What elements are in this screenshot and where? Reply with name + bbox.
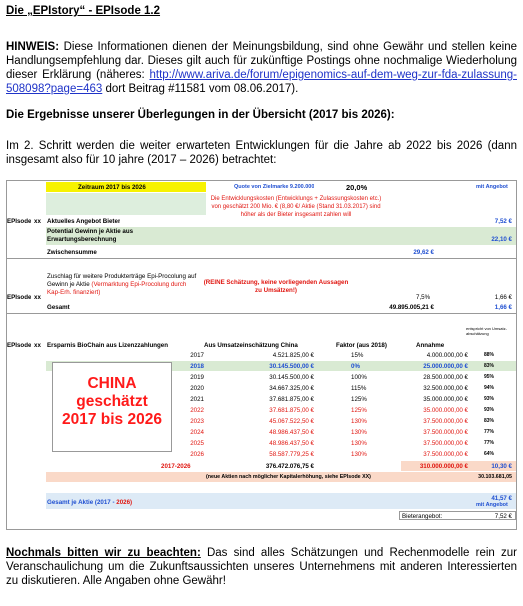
zwischensumme-label: Zwischensumme (47, 249, 97, 256)
bieterangebot-label: Bieterangebot: (402, 513, 443, 520)
row-pct: 88% (484, 352, 495, 358)
total-label: 2017-2026 (161, 463, 191, 470)
zuschlag-text: Zuschlag für weitere Produkterträge Epi-Procolung auf Gewinn je Aktie (Vermarktung Epi-Procolung durch Kap-Erh. finanziert) (47, 273, 197, 296)
china-line2: geschätzt (76, 393, 148, 410)
row-pct: 77% (484, 429, 495, 435)
page-title: Die „EPIstory“ - EPIsode 1.2 (6, 5, 161, 17)
total-value: 10,30 € (491, 463, 512, 470)
ersparnis-label: Ersparnis BioChain aus Lizenzzahlungen (47, 342, 169, 349)
row-year: 2021 (190, 396, 204, 403)
row-year: 2024 (190, 429, 204, 436)
mit-angebot-2: mit Angebot (476, 502, 508, 508)
row-year: 2018 (190, 363, 204, 370)
china-line3: 2017 bis 2026 (62, 411, 162, 428)
row-umsatz: 48.986.437,50 € (269, 429, 314, 436)
entwicklungskosten-note: Die Entwicklungskosten (Entwicklungs + Zulassungskosten etc.) von geschätzt 200 Mio. € (8,80 €/ Aktie (Stand 31.03.2017) sind höher als der Bieter insgesamt zahlen will (210, 196, 382, 218)
row-annahme: 25.000.000,00 € (423, 363, 468, 370)
row-faktor: 130% (351, 418, 367, 425)
row-annahme: 32.500.000,00 € (423, 385, 468, 392)
disclaimer-paragraph (6, 40, 517, 96)
col-umsatz-header: Aus Umsatzeinschätzung China (204, 342, 298, 349)
results-table: Zeitraum 2017 bis 2026 Quote von Zielmarke 9.200.000 20,0% mit Angebot Die Entwicklungskosten (Entwicklungs + Zulassungskosten etc.) von geschätzt 200 Mio. € (8,80 €/ Aktie (Stand 31.03.2017) sind höher als der Bieter insgesamt zahlen will EPIsode xx Aktuelles Angebot Bieter 7,52 € Potential Gewinn je Aktie aus Erwartungsberechnung 22,10 € Zwischensumme 29,62 € Zuschlag für weitere Produkterträge Epi-Procolung auf Gewinn je Aktie (Vermarktung Epi-Procolung durch Kap-Erh. finanziert) (REINE Schätzung, keine vorliegenden Aussagen zu Umsätzen!) EPIsode xx 7,5% 1,66 € Gesamt 49.895.005,21 € 1,66 € EPIsode xx Ersparnis BioChain aus Lizenzzahlungen Aus Umsatzeinschätzung China Faktor (aus 2018) Annahme entspricht von Umsatz-abschätzung 2017 4.521.825,00 € 15% 4.000.000,00 € 88% 2018 30.145.500,00 € 0% 25.000.000,00 € 83% 2019 30.145.500,00 € 100% 28.500.000,00 € 95% 2020 34.667.325,00 € 115% 32.500.000,00 € 94% 2021 37.681.875,00 € 125% 35.000.000,00 € 93% 2022 37.681.875,00 € 125% 35.000.000,00 € 93% 2023 45.067.522,50 € 130% 37.500.000,00 € 83% 2024 48.986.437,50 € 130% 37.500.000,00 € 77% 2025 48.986.437,50 € 130% 37.500.000,00 € 77% 2026 58.587.779,25 € 130% 37.500.000,00 € 64% CHINA geschätzt 2017 bis 2026 2017-2026 376.472.076,75 € 310.000.000,00 € 10,30 € (neue Aktien nach möglicher Kapitalerhöhung, siehe EPIsode XX) 30.103.681,05 Gesamt je Aktie (2017 - 2026) 41,57 € mit Angebot Bieterangebot: 7,52 € (6, 180, 517, 530)
quote-value: 20,0% (346, 184, 368, 191)
row-annahme: 37.500.000,00 € (423, 418, 468, 425)
row-faktor: 125% (351, 407, 367, 414)
row-umsatz: 45.067.522,50 € (269, 418, 314, 425)
total-annahme: 310.000.000,00 € (419, 463, 468, 470)
disclaimer-text: Diese Informationen dienen der Meinungsbildung, sind ohne Gewähr und stellen keine Handlungsempfehlung dar. Dieses gilt auch für zukünftige Postings ohne nochmalige Wiederholung dieser Erklärung (näheres: (6, 41, 517, 81)
row-umsatz: 30.145.500,00 € (269, 374, 314, 381)
china-line1: CHINA (87, 375, 137, 392)
row-umsatz: 48.986.437,50 € (269, 440, 314, 447)
neue-aktien-value: 30.103.681,05 (478, 474, 512, 480)
section-heading: Die Ergebnisse unserer Überlegungen in der Übersicht (2017 bis 2026): (6, 109, 395, 121)
row-faktor: 130% (351, 440, 367, 447)
row-year: 2019 (190, 374, 204, 381)
row-faktor: 130% (351, 429, 367, 436)
angebot-bieter-value: 7,52 € (494, 218, 512, 225)
row-umsatz: 58.587.779,25 € (269, 451, 314, 458)
gesamt-sum: 49.895.005,21 € (389, 304, 434, 311)
row-pct: 93% (484, 396, 495, 402)
row-annahme: 28.500.000,00 € (423, 374, 468, 381)
row-pct: 95% (484, 374, 495, 380)
col-ratio-header: entspricht von Umsatz-abschätzung (466, 326, 507, 336)
zeitraum-label: Zeitraum 2017 bis 2026 (78, 184, 146, 191)
neue-aktien-note: (neue Aktien nach möglicher Kapitalerhöhung, siehe EPIsode XX) (206, 474, 371, 480)
row-faktor: 125% (351, 396, 367, 403)
disclaimer-lead: HINWEIS: (6, 41, 60, 53)
row-pct: 83% (484, 418, 495, 424)
gesamt-value: 1,66 € (494, 304, 512, 311)
row-umsatz: 37.681.875,00 € (269, 396, 314, 403)
row-annahme: 35.000.000,00 € (423, 407, 468, 414)
col-faktor-header: Faktor (aus 2018) (336, 342, 387, 349)
row-pct: 83% (484, 363, 495, 369)
row-annahme: 4.000.000,00 € (426, 352, 468, 359)
row-umsatz: 4.521.825,00 € (272, 352, 314, 359)
potential-label: Potential Gewinn je Aktie aus Erwartungsberechnung (47, 228, 134, 243)
row-annahme: 37.500.000,00 € (423, 451, 468, 458)
row-pct: 77% (484, 440, 495, 446)
footer-paragraph (6, 546, 517, 588)
gesamt-je-aktie-label: Gesamt je Aktie (2017 - 2026) (47, 499, 133, 506)
row-annahme: 37.500.000,00 € (423, 429, 468, 436)
zwischensumme-value: 29,62 € (413, 249, 434, 256)
zuschlag-value: 1,66 € (494, 294, 512, 301)
total-umsatz: 376.472.076,75 € (265, 463, 314, 470)
china-box (52, 362, 172, 452)
row-year: 2020 (190, 385, 204, 392)
intro-paragraph: Im 2. Schritt werden die weiter erwarteten Entwicklungen für die Jahre ab 2022 bis 2026 (dann insgesamt also für 10 jahre (2017 – 2026) betrachtet: (6, 140, 517, 166)
row-pct: 64% (484, 451, 495, 457)
bieterangebot-value: 7,52 € (494, 513, 512, 520)
row-umsatz: 37.681.875,00 € (269, 407, 314, 414)
row-annahme: 37.500.000,00 € (423, 440, 468, 447)
reine-schaetzung-note: (REINE Schätzung, keine vorliegenden Aussagen zu Umsätzen!) (203, 279, 349, 294)
row-umsatz: 30.145.500,00 € (269, 363, 314, 370)
row-faktor: 115% (351, 385, 367, 392)
col-annahme-header: Annahme (416, 342, 445, 349)
row-pct: 94% (484, 385, 495, 391)
row-faktor: 130% (351, 451, 367, 458)
row-faktor: 0% (351, 363, 360, 370)
row-year: 2022 (190, 407, 204, 414)
row-umsatz: 34.667.325,00 € (269, 385, 314, 392)
disclaimer-tail: dort Beitrag #11581 vom 08.06.2017). (102, 83, 299, 95)
angebot-bieter-label: Aktuelles Angebot Bieter (47, 218, 121, 225)
mit-angebot-label: mit Angebot (476, 184, 508, 190)
row-faktor: 15% (351, 352, 364, 359)
footer-text: Das sind alles Schätzungen und Rechenmodelle rein zur Veranschaulichung um die Zukunftsaussichten unseres Unternehmens mit anderen Interessierten zu diskutieren. Alle Angaben ohne Gewähr! (6, 547, 517, 587)
row-year: 2026 (190, 451, 204, 458)
row-pct: 93% (484, 407, 495, 413)
row-year: 2023 (190, 418, 204, 425)
row-year: 2025 (190, 440, 204, 447)
gesamt-je-aktie-value: 41,57 € (491, 495, 512, 502)
gesamt-label: Gesamt (47, 304, 70, 311)
quote-label: Quote von Zielmarke 9.200.000 (234, 184, 315, 190)
row-faktor: 100% (351, 374, 367, 381)
footer-lead: Nochmals bitten wir zu beachten: (6, 547, 201, 559)
episode-label: EPIsode (7, 218, 32, 225)
forum-link[interactable]: http://www.ariva.de/forum/epigenomics-auf-dem-weg-zur-fda-zulassung-508098?page=463 (6, 69, 517, 95)
potential-value: 22,10 € (491, 236, 512, 243)
zuschlag-pct: 7,5% (416, 294, 431, 301)
row-year: 2017 (190, 352, 204, 359)
row-annahme: 35.000.000,00 € (423, 396, 468, 403)
